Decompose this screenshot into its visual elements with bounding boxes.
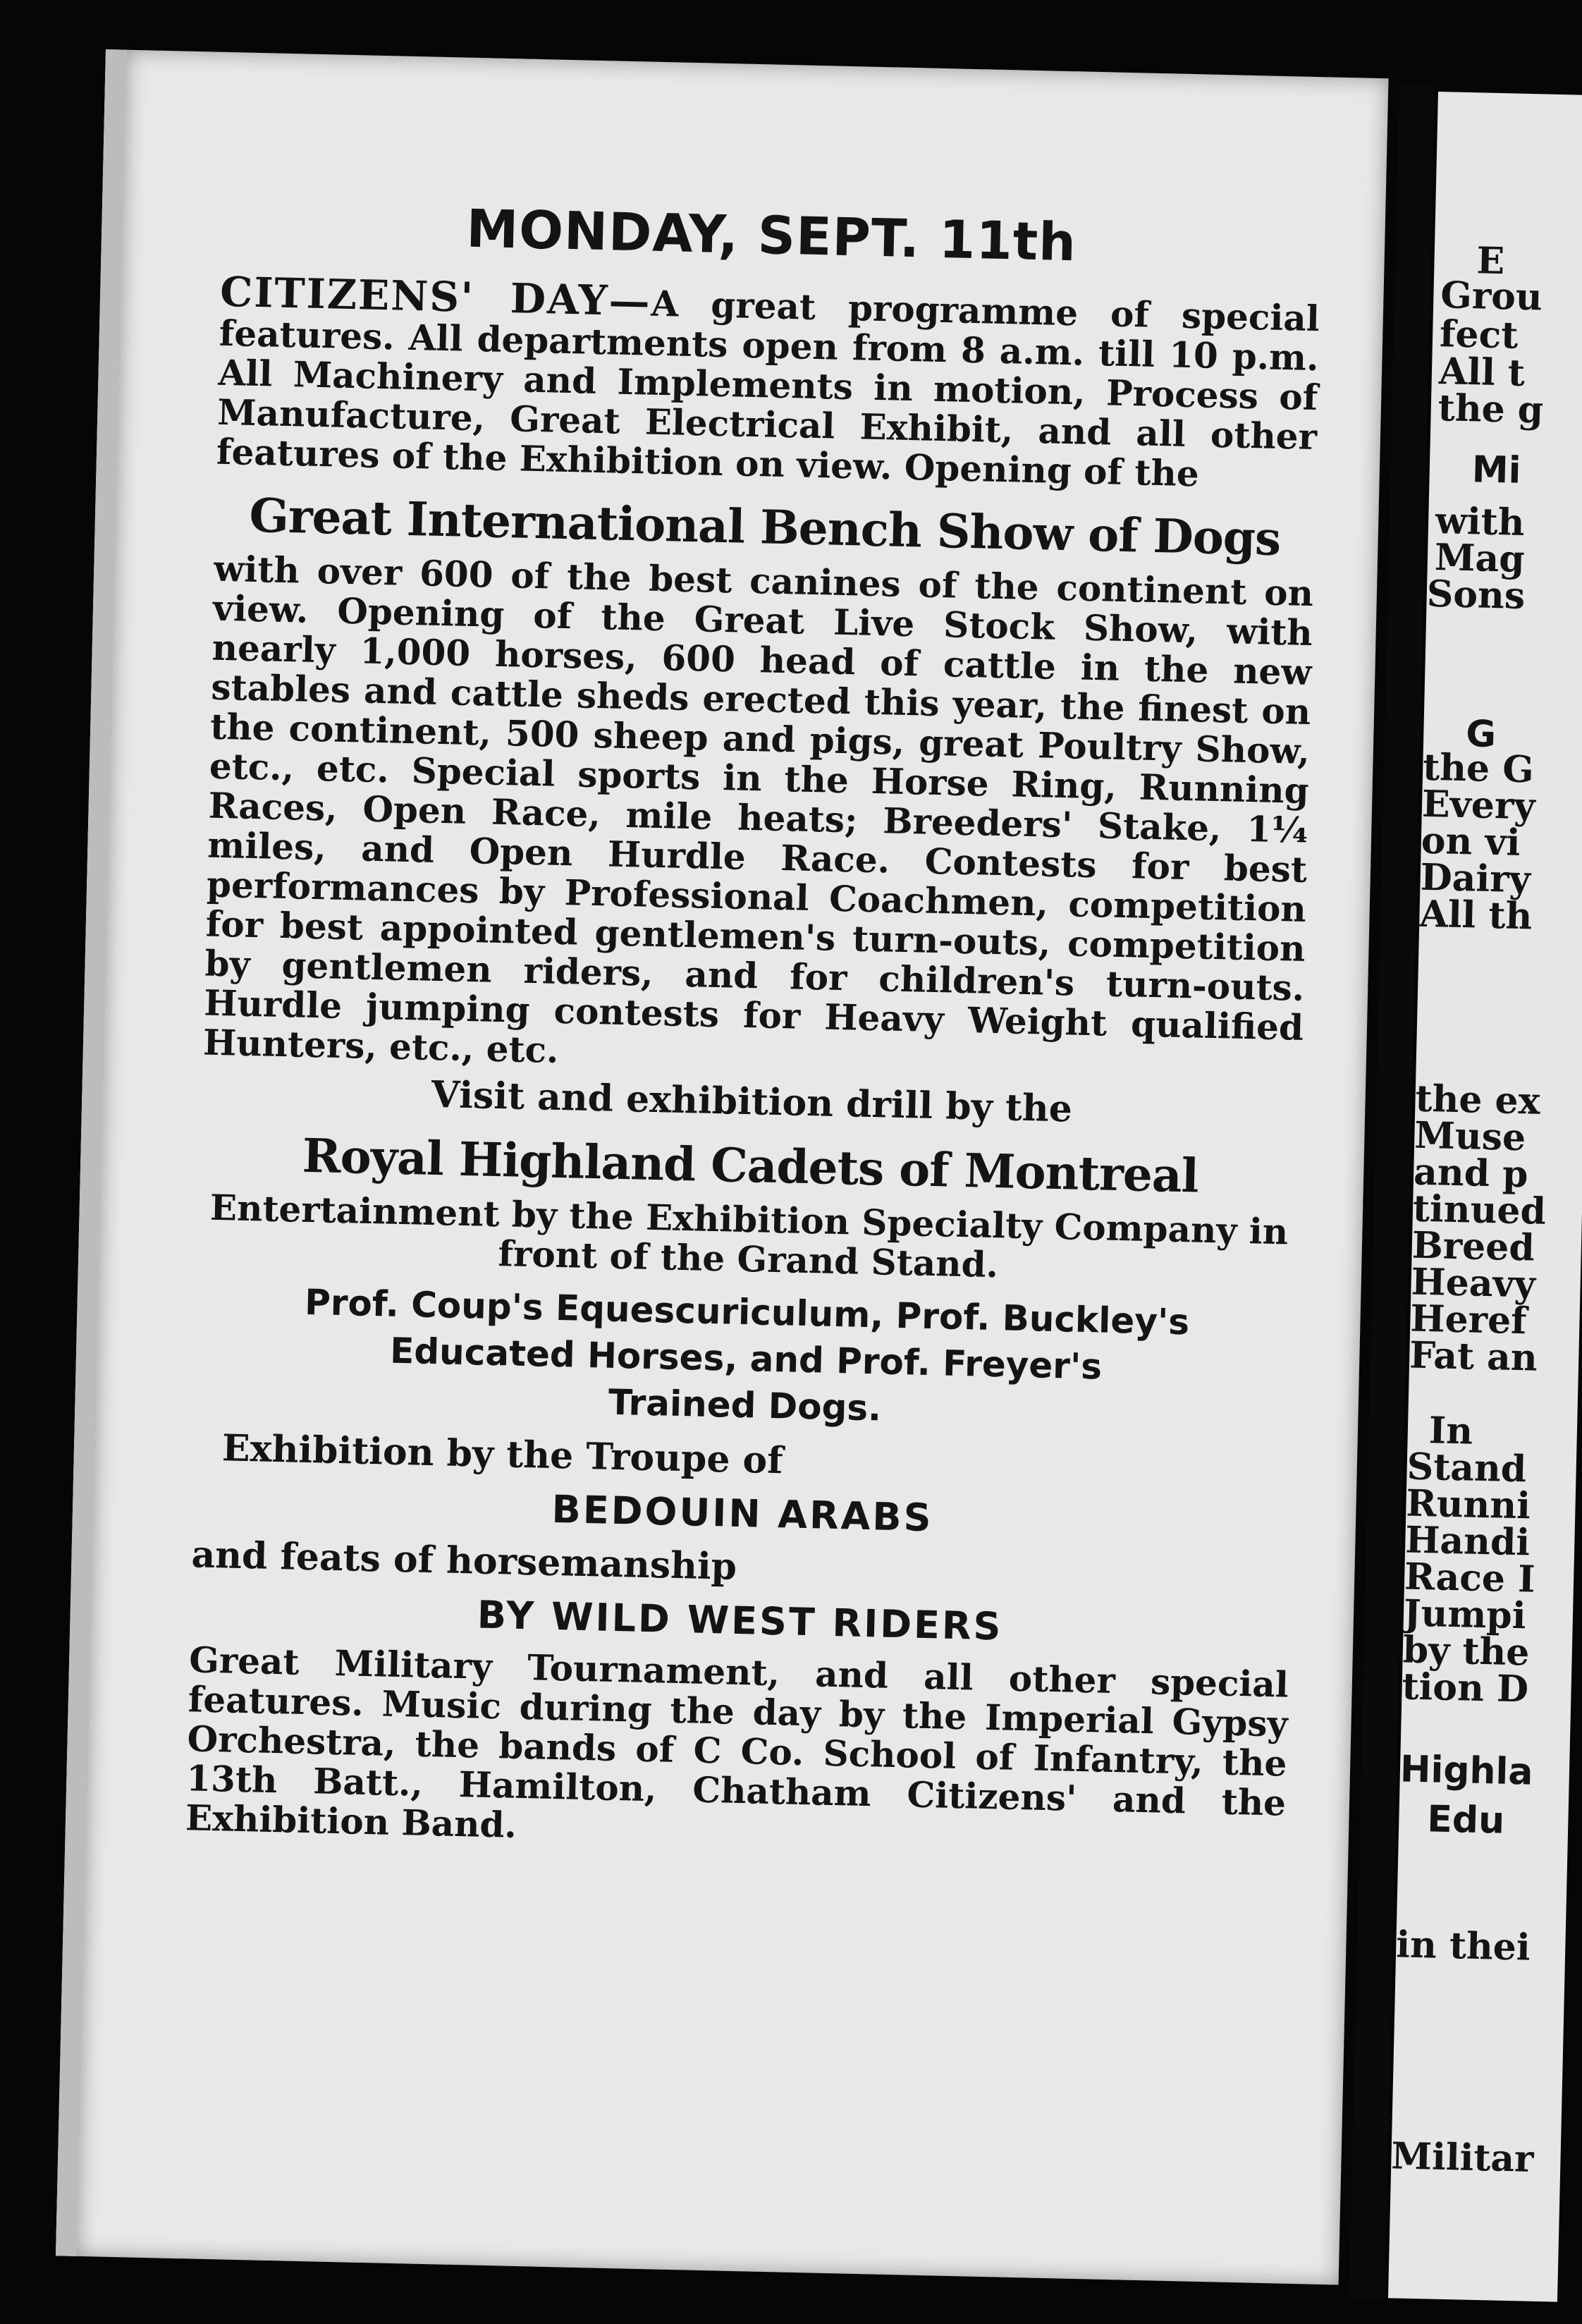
page-title: MONDAY, SEPT. 11th [465, 198, 1077, 274]
page-content [185, 193, 1322, 1863]
right-page-fragment: Handi [1404, 1518, 1531, 1565]
right-page-fragment: Heref [1409, 1297, 1528, 1343]
closing-paragraph: Great Military Tournament, and all other special features. Music during the day by the Imperial Gypsy Orchestra, the bands of C Co. School of Infantry, the 13th Batt., Hamilton, Chatham Citizens' and the Exhibition Band. [185, 1639, 1289, 1846]
right-page-fragment: All th [1418, 892, 1533, 938]
right-page-fragment: with [1435, 499, 1526, 544]
right-page-fragment: Every [1421, 782, 1536, 828]
right-page-fragment: Jumpi [1403, 1591, 1527, 1638]
prof-block [195, 1276, 1297, 1441]
right-page-fragment: Militar [1390, 2134, 1535, 2181]
right-page-fragment: tion D [1401, 1665, 1529, 1711]
right-page-fragment: the G [1422, 745, 1535, 792]
right-page-fragment: In [1428, 1409, 1473, 1453]
troupe-line: Exhibition by the Troupe of [221, 1426, 784, 1483]
right-page-fragment: tinued [1412, 1187, 1547, 1233]
right-page-fragment: in thei [1395, 1923, 1531, 1969]
feats-line: and feats of horsemanship [190, 1533, 737, 1589]
right-page-fragment: by the [1402, 1628, 1531, 1675]
entertainment-paragraph: Entertainment by the Exhibition Specialty Company in front of the Grand Stand. [209, 1186, 1289, 1286]
right-page-fragment: Edu [1426, 1798, 1505, 1842]
right-page-fragment: the ex [1414, 1077, 1541, 1123]
right-page-fragment: Sons [1426, 572, 1526, 618]
right-page-fragment: the g [1437, 386, 1544, 432]
right-page-fragment: and p [1413, 1150, 1529, 1197]
right-page-fragment: Grou [1440, 274, 1543, 319]
prof-line-2: Educated Horses, and Prof. Freyer's [389, 1330, 1103, 1388]
right-page-fragment: on vi [1421, 819, 1521, 864]
cadets-heading: Royal Highland Cadets of Montreal [302, 1127, 1199, 1204]
right-page-fragment: All t [1438, 350, 1526, 395]
right-page-fragment: Breed [1411, 1223, 1535, 1270]
left-page [56, 49, 1389, 2285]
intro-lead: CITIZENS' DAY— [219, 267, 652, 326]
right-page-fragment: Dairy [1420, 855, 1531, 902]
right-page-fragment: Race I [1404, 1555, 1536, 1601]
visit-line: Visit and exhibition drill by the [431, 1072, 1073, 1131]
right-page-fragment: Stand [1406, 1445, 1527, 1491]
right-page-fragment: Mag [1434, 536, 1526, 581]
prof-line-1: Prof. Coup's Equescuriculum, Prof. Buckley's [304, 1281, 1190, 1343]
right-page-fragment: G [1465, 713, 1497, 757]
right-page-fragment: fect [1439, 312, 1519, 357]
dog-show-paragraph: with over 600 of the best canines of the continent on view. Opening of the Great Live Stock Show, with nearly 1,000 horses, 600 head of cattle in the new stables and cattle sheds erected this year, the finest on the continent, 500 sheep and pigs, great Poultry Show, etc., etc. Special sports in the Horse Ring, Running Races, Open Race, mile heats; Breeders' Stake, 1¼ miles, and Open Hurdle Race. Contests for best performances by Professional Coachmen, competition for best appointed gentlemen's turn-outs, competition by gentlemen riders, and for children's turn-outs. Hurdle jumping contests for Heavy Weight qualified Hunters, etc., etc. [202, 547, 1314, 1071]
right-page-fragment: Fat an [1409, 1333, 1538, 1380]
bedouin-heading: BEDOUIN ARABS [551, 1486, 934, 1541]
right-page-fragment: Highla [1399, 1748, 1534, 1794]
prof-line-3: Trained Dogs. [608, 1381, 882, 1429]
intro-paragraph [216, 267, 1320, 496]
right-page-fragment: Muse [1414, 1113, 1526, 1160]
right-page-fragment: E [1476, 239, 1505, 283]
right-page-fragment: Runni [1405, 1481, 1531, 1528]
right-page-fragment: Mi [1471, 448, 1522, 492]
right-fragments [1390, 92, 1582, 2181]
intro-text: A great programme of special features. All departments open from 8 a.m. till 10 p.m. All Machinery and Implements in motion, Process of Manufacture, Great Electrical Exhibit, and all other features of the Exhibition on view. Opening of the [216, 282, 1320, 495]
wild-west-heading: BY WILD WEST RIDERS [477, 1592, 1004, 1649]
dog-show-heading: Great International Bench Show of Dogs [248, 487, 1282, 566]
right-page-fragment: Heavy [1411, 1260, 1536, 1307]
